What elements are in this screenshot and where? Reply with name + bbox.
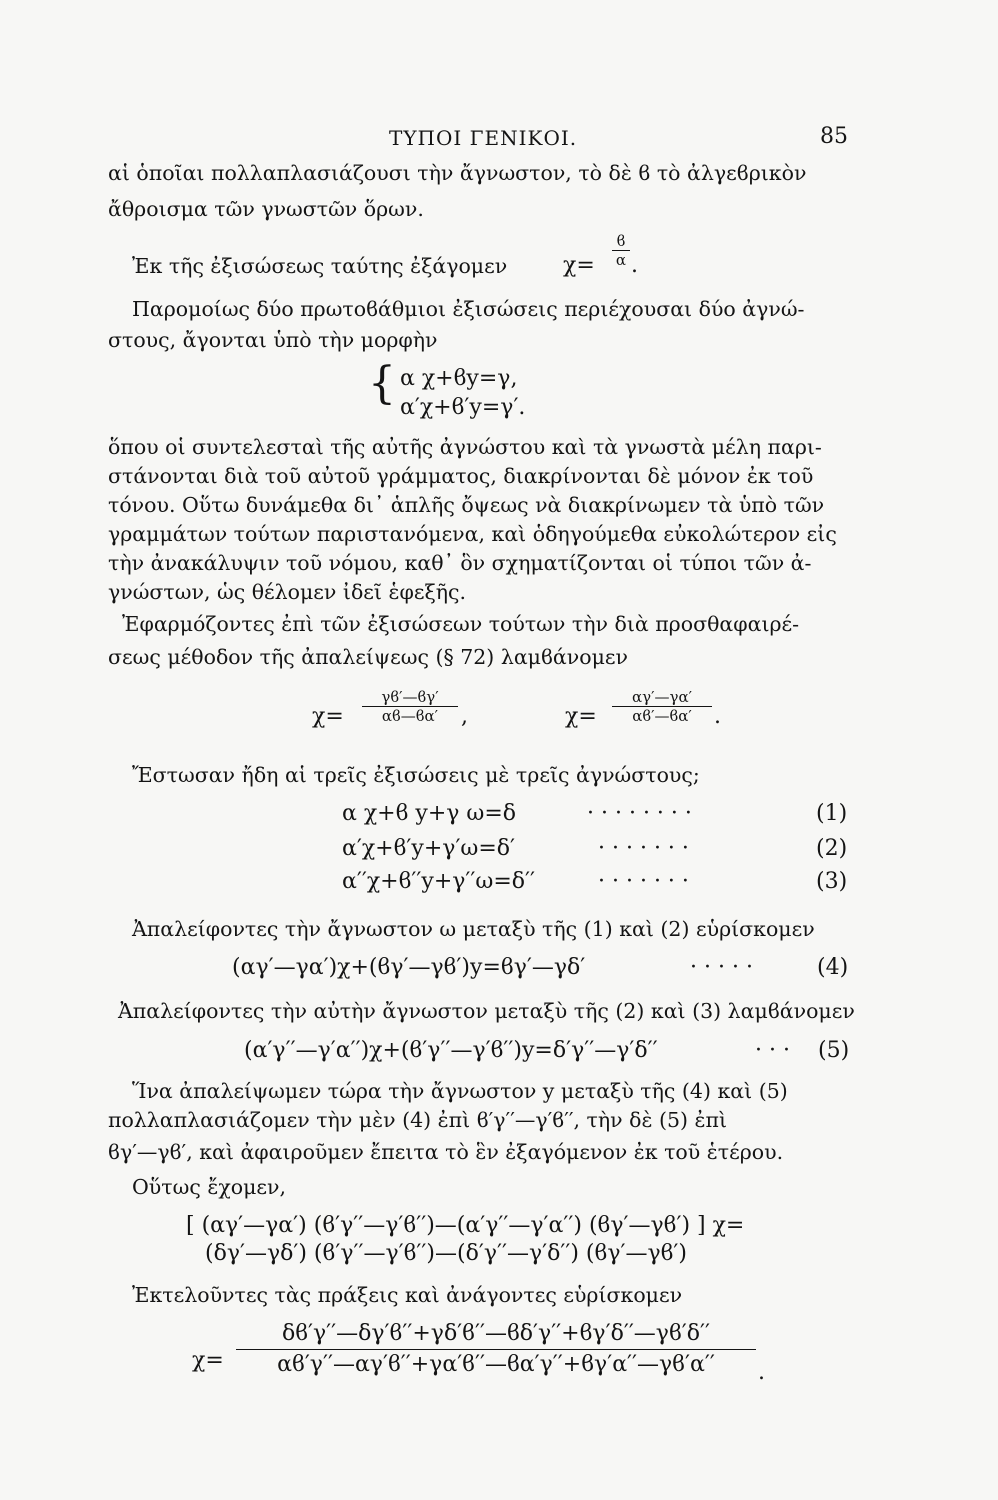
text-line: Ἔστωσαν ἤδη αἱ τρεῖς ἐξισώσεις μὲ τρεῖς ἀγνώστους;: [132, 763, 700, 787]
running-header: ΤΥΠΟΙ ΓΕΝΙΚΟΙ.: [389, 126, 578, 150]
fraction-y-solution: [612, 688, 712, 725]
combined-equation-line-2: (δγ′—γδ′) (ϐ′γ′′—γ′ϐ′′)—(δ′γ′′—γ′δ′′) (ϐγ′—γϐ′): [205, 1241, 688, 1266]
equation-end: .: [714, 704, 721, 729]
equation-number: (5): [818, 1038, 850, 1063]
equation-2: α′χ+ϐ′y+γ′ω=δ′: [342, 836, 516, 861]
text-line: σεως μέθοδον τῆς ἀπαλείψεως (§ 72) λαμϐάνομεν: [108, 645, 628, 669]
equation-end: .: [631, 253, 638, 278]
equation-4: (αγ′—γα′)χ+(ϐγ′—γϐ′)y=ϐγ′—γδ′: [232, 955, 586, 980]
text-line: Παρομοίως δύο πρωτοϐάθμιοι ἐξισώσεις περιέχουσαι δύο ἀγνώ-: [132, 297, 805, 321]
text-line: Οὕτως ἔχομεν,: [132, 1175, 287, 1199]
fraction-denominator: αϐ′—ϐα′: [632, 707, 692, 725]
text-line: τόνου. Οὕτω δυνάμεθα δι᾽ ἁπλῆς ὄψεως νὰ διακρίνωμεν τὰ ὑπὸ τῶν: [108, 493, 825, 517]
fraction-x-solution: [362, 688, 458, 725]
fraction-final-x: [236, 1323, 756, 1376]
fraction-b-over-a: [612, 232, 630, 269]
text-line: Ἀπαλείφοντες τὴν ἄγνωστον ω μεταξὺ τῆς (1) καὶ (2) εὑρίσκομεν: [132, 917, 815, 941]
fraction-numerator: ϐ: [616, 232, 626, 250]
fraction-denominator: α: [615, 251, 627, 269]
system-equation-1: α χ+ϐy=γ,: [400, 366, 518, 391]
text-line: τὴν ἀνακάλυψιν τοῦ νόμου, καθ᾽ ὃν σχηματίζονται οἱ τύποι τῶν ἀ-: [108, 551, 812, 575]
x-equals: χ=: [312, 704, 344, 729]
text-line: στάνονται διὰ τοῦ αὐτοῦ γράμματος, διακρίνονται δὲ μόνον ἐκ τοῦ: [108, 464, 814, 488]
leader-dots: · · · · · · ·: [598, 836, 689, 861]
leader-dots: · · · · ·: [690, 955, 753, 980]
page-number: 85: [820, 124, 848, 149]
equation-5: (α′γ′′—γ′α′′)χ+(ϐ′γ′′—γ′ϐ′′)y=δ′γ′′—γ′δ′′: [244, 1038, 658, 1063]
fraction-denominator: αϐ—ϐα′: [381, 707, 439, 725]
text-line: ἄθροισμα τῶν γνωστῶν ὅρων.: [108, 197, 424, 221]
text-line: πολλαπλασιάζομεν τὴν μὲν (4) ἐπὶ ϐ′γ′′—γ′ϐ′′, τὴν δὲ (5) ἐπὶ: [108, 1108, 728, 1132]
equation-end: ,: [461, 704, 468, 729]
text-line: αἱ ὁποῖαι πολλαπλασιάζουσι τὴν ἄγνωστον, τὸ δὲ ϐ τὸ ἀλγεϐρικὸν: [108, 161, 807, 185]
fraction-numerator: γϐ′—ϐγ′: [381, 688, 439, 706]
equation-number: (4): [817, 955, 849, 980]
y-equals: χ=: [565, 704, 597, 729]
equation-1: α χ+ϐ y+γ ω=δ: [342, 801, 517, 826]
text-line: Ἐφαρμόζοντες ἐπὶ τῶν ἐξισώσεων τούτων τὴν διὰ προσθαφαιρέ-: [122, 612, 800, 636]
system-equation-2: α′χ+ϐ′y=γ′.: [400, 395, 526, 420]
text-line: ὅπου οἱ συντελεσταὶ τῆς αὐτῆς ἀγνώστου καὶ τὰ γνωστὰ μέλη παρι-: [108, 435, 822, 459]
text-line: στους, ἄγονται ὑπὸ τὴν μορφὴν: [108, 328, 438, 352]
text-line: Ἐκ τῆς ἐξισώσεως ταύτης ἐξάγομεν: [132, 254, 508, 278]
leader-dots: · · ·: [755, 1038, 790, 1063]
equation-number: (3): [816, 869, 848, 894]
leader-dots: · · · · · · · ·: [587, 801, 692, 826]
equation-number: (1): [816, 801, 848, 826]
text-line: γνώστων, ὡς θέλομεν ἰδεῖ ἑφεξῆς.: [108, 580, 467, 604]
equation-3: α′′χ+ϐ′′y+γ′′ω=δ′′: [342, 869, 536, 894]
text-line: γραμμάτων τούτων παριστανόμενα, καὶ ὁδηγούμεθα εὐκολώτερον εἰς: [108, 522, 837, 546]
text-line: Ἀπαλείφοντες τὴν αὐτὴν ἄγνωστον μεταξὺ τῆς (2) καὶ (3) λαμϐάνομεν: [118, 999, 855, 1023]
combined-equation-line-1: [ (αγ′—γα′) (ϐ′γ′′—γ′ϐ′′)—(α′γ′′—γ′α′′) (ϐγ′—γϐ′) ] χ=: [186, 1213, 745, 1238]
equation-end: .: [758, 1360, 765, 1385]
leader-dots: · · · · · · ·: [598, 869, 689, 894]
x-equals: χ=: [192, 1348, 224, 1373]
text-line: Ἵνα ἀπαλείψωμεν τώρα τὴν ἄγνωστον y μεταξὺ τῆς (4) καὶ (5): [132, 1079, 788, 1103]
system-brace: {: [368, 358, 396, 409]
fraction-numerator: αγ′—γα′: [632, 688, 692, 706]
text-line: ϐγ′—γϐ′, καὶ ἀφαιροῦμεν ἔπειτα τὸ ἓν ἐξαγόμενον ἐκ τοῦ ἑτέρου.: [108, 1140, 784, 1164]
text-line: Ἐκτελοῦντες τὰς πράξεις καὶ ἀνάγοντες εὑρίσκομεν: [132, 1283, 683, 1307]
equation-number: (2): [816, 836, 848, 861]
fraction-denominator: αϐ′γ′′—αγ′ϐ′′+γα′ϐ′′—ϐα′γ′′+ϐγ′α′′—γϐ′α′′: [277, 1352, 715, 1377]
equation-lhs: χ=: [563, 253, 595, 278]
fraction-numerator: δϐ′γ′′—δγ′ϐ′′+γδ′ϐ′′—ϐδ′γ′′+ϐγ′δ′′—γϐ′δ′′: [281, 1321, 711, 1346]
